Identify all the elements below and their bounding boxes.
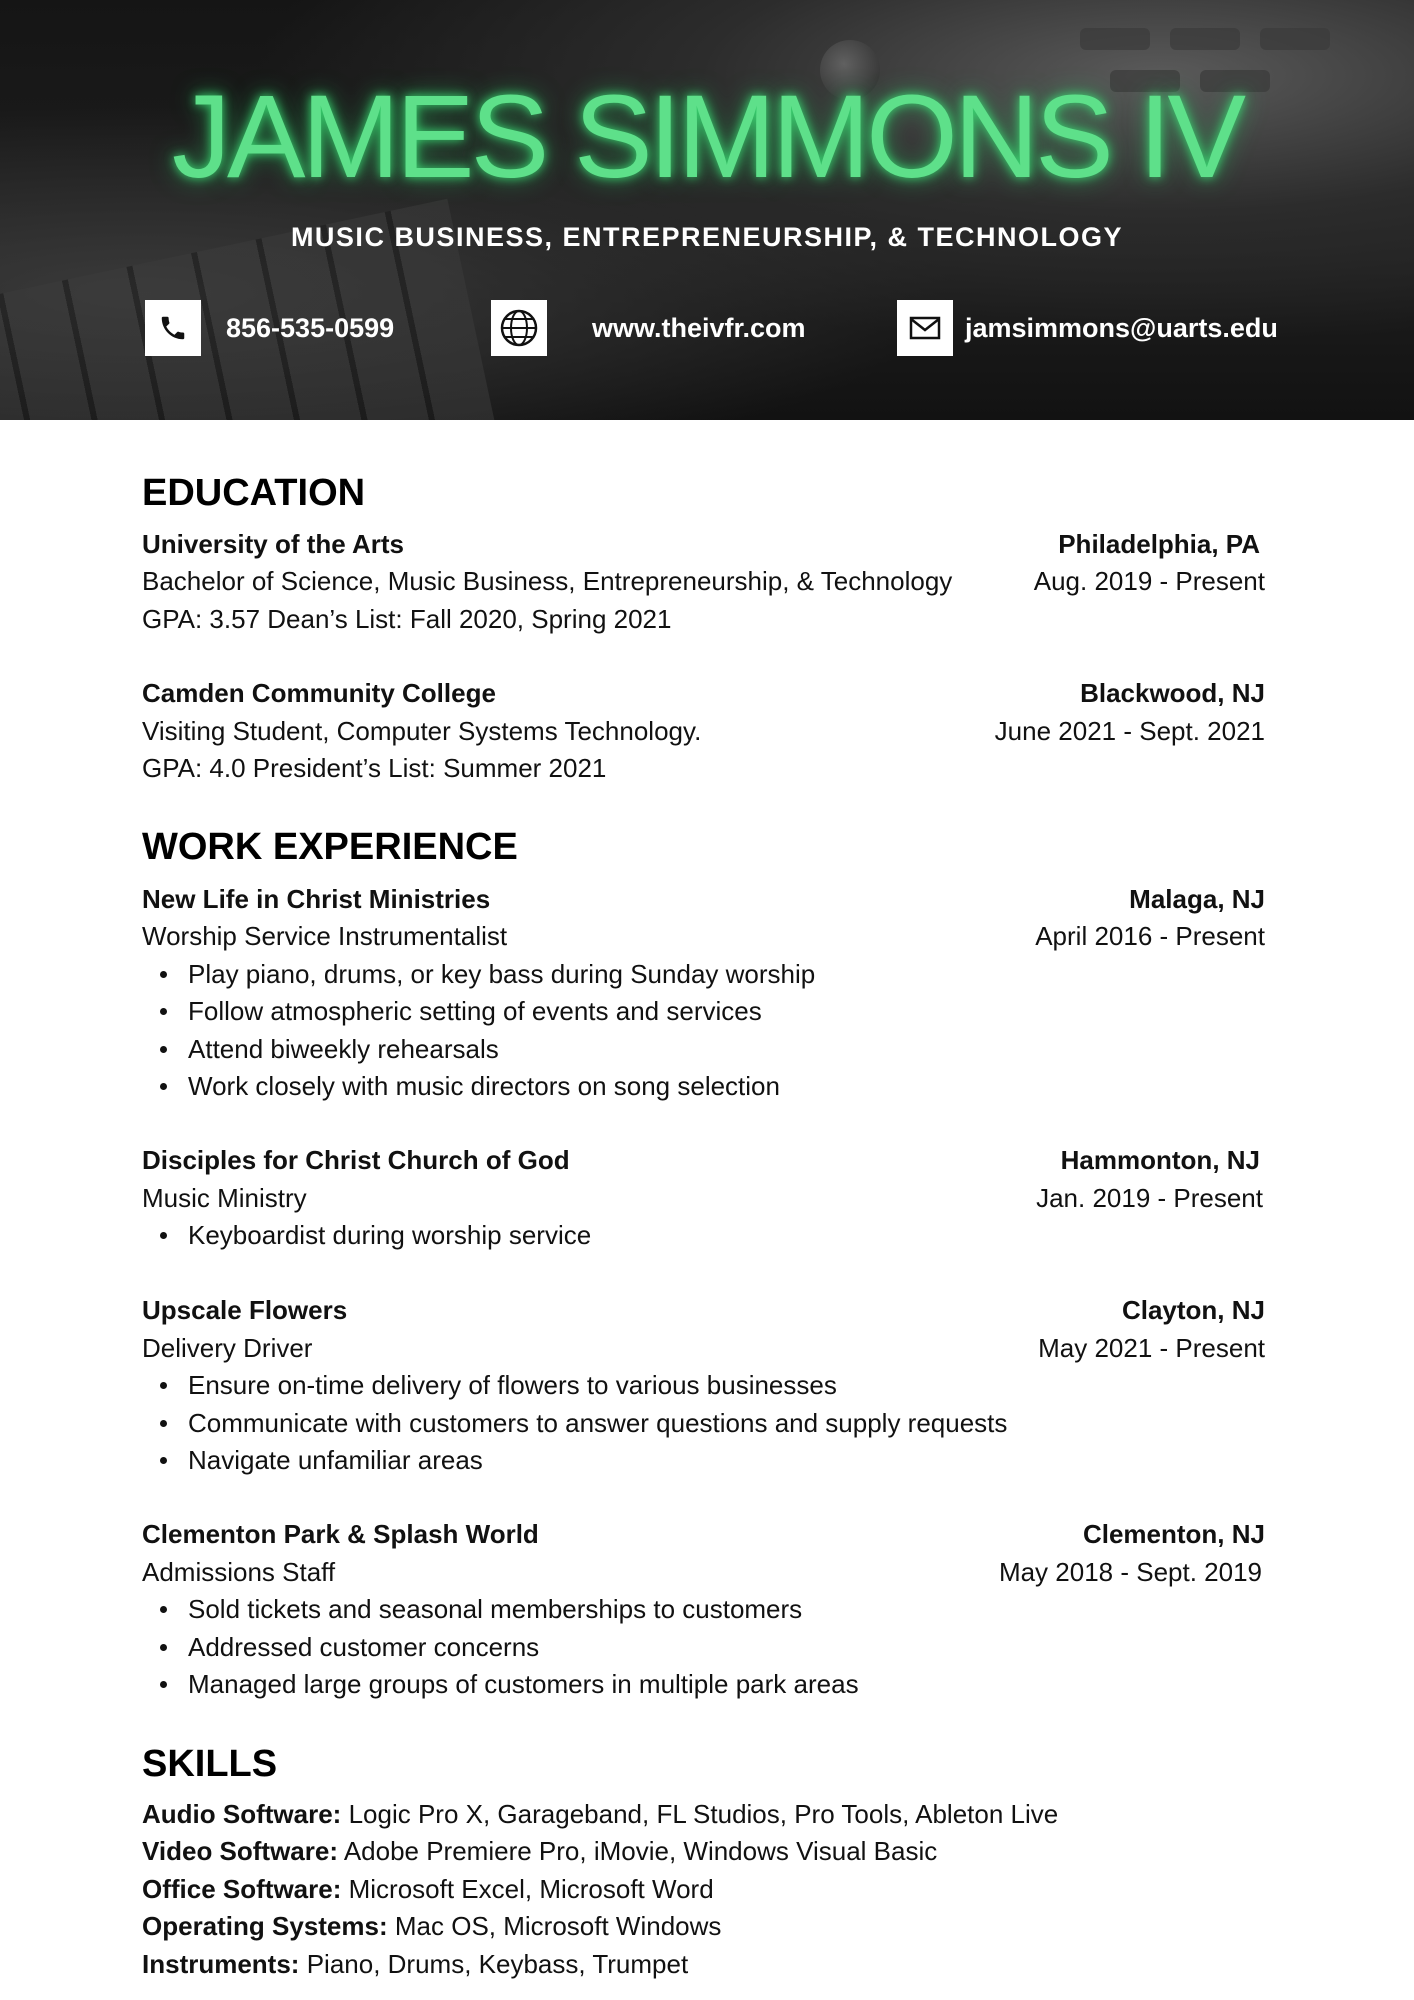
email-icon: [897, 300, 953, 356]
job-bullet: Addressed customer concerns: [188, 1629, 539, 1665]
skill-video: [142, 1833, 937, 1869]
job-3-role: [142, 1330, 1265, 1366]
job-bullet: Play piano, drums, or key bass during Sunday worship: [188, 956, 815, 992]
contact-website[interactable]: [491, 300, 806, 356]
education-entry-2-degree: [142, 713, 1265, 749]
job-dates: April 2016 - Present: [1035, 921, 1265, 951]
job-bullet: Navigate unfamiliar areas: [188, 1442, 483, 1478]
job-org: New Life in Christ Ministries: [142, 884, 491, 914]
skill-label: Office Software:: [142, 1874, 342, 1904]
skill-label: Video Software:: [142, 1836, 339, 1866]
education-entry-2-note: [142, 750, 1265, 786]
job-role: Delivery Driver: [142, 1333, 313, 1363]
contact-phone[interactable]: [145, 300, 394, 356]
skill-label: Instruments:: [142, 1949, 300, 1979]
pad-background: [1170, 28, 1240, 50]
skills-heading: SKILLS: [142, 1743, 278, 1785]
skill-instruments: [142, 1946, 688, 1982]
job-dates: May 2021 - Present: [1038, 1333, 1265, 1363]
skill-label: Audio Software:: [142, 1799, 342, 1829]
job-org: Disciples for Christ Church of God: [142, 1145, 570, 1175]
education-entry-1-degree: [142, 563, 1265, 599]
gpa-text: GPA: 4.0 President’s List: Summer 2021: [142, 753, 607, 783]
job-dates: Jan. 2019 - Present: [1036, 1183, 1263, 1213]
job-1-role: [142, 918, 1265, 954]
job-dates: May 2018 - Sept. 2019: [998, 1557, 1262, 1587]
school-name: University of the Arts: [142, 529, 404, 559]
job-role: Admissions Staff: [142, 1557, 336, 1587]
phone-icon: [145, 300, 201, 356]
job-bullet: Ensure on-time delivery of flowers to various businesses: [188, 1367, 837, 1403]
skill-value: Adobe Premiere Pro, iMovie, Windows Visual Basic: [343, 1836, 938, 1866]
job-bullet: Follow atmospheric setting of events and services: [188, 993, 762, 1029]
skill-os: [142, 1908, 721, 1944]
pad-background: [1080, 28, 1150, 50]
job-org: Clementon Park & Splash World: [142, 1519, 539, 1549]
education-entry-1-header: [142, 526, 1265, 562]
job-org: Upscale Flowers: [142, 1295, 348, 1325]
candidate-name: JAMES SIMMONS IV: [171, 71, 1243, 203]
skill-office: [142, 1871, 714, 1907]
education-heading: EDUCATION: [142, 472, 366, 514]
job-bullet: Managed large groups of customers in multiple park areas: [188, 1666, 859, 1702]
job-location: Clayton, NJ: [1121, 1295, 1265, 1325]
job-location: Hammonton, NJ: [1060, 1145, 1260, 1175]
skill-audio: [142, 1796, 1058, 1832]
header-banner: [0, 0, 1414, 420]
job-role: Music Ministry: [142, 1183, 307, 1213]
job-bullet: Work closely with music directors on song selection: [188, 1068, 780, 1104]
candidate-subtitle: MUSIC BUSINESS, ENTREPRENEURSHIP, & TECHNOLOGY: [290, 222, 1124, 252]
school-name: Camden Community College: [142, 678, 496, 708]
skill-value: Piano, Drums, Keybass, Trumpet: [306, 1949, 689, 1979]
job-2-role: [142, 1180, 1265, 1216]
globe-icon: [491, 300, 547, 356]
work-experience-heading: WORK EXPERIENCE: [142, 826, 518, 868]
skill-value: Logic Pro X, Garageband, FL Studios, Pro Tools, Ableton Live: [348, 1799, 1059, 1829]
email-text: jamsimmons@uarts.edu: [965, 312, 1278, 343]
pad-background: [1260, 28, 1330, 50]
degree-text: Bachelor of Science, Music Business, Entrepreneurship, & Technology: [142, 566, 953, 596]
job-location: Clementon, NJ: [1082, 1519, 1265, 1549]
job-4-role: [142, 1554, 1265, 1590]
job-bullet: Attend biweekly rehearsals: [188, 1031, 499, 1067]
school-location: Philadelphia, PA: [1058, 529, 1260, 559]
skill-value: Mac OS, Microsoft Windows: [394, 1911, 722, 1941]
degree-dates: Aug. 2019 - Present: [1033, 566, 1265, 596]
job-2-header: [142, 1142, 1265, 1178]
education-entry-2-header: [142, 675, 1265, 711]
job-bullet: Sold tickets and seasonal memberships to customers: [188, 1591, 802, 1627]
job-4-header: [142, 1516, 1265, 1552]
phone-text: 856-535-0599: [226, 312, 395, 343]
skill-value: Microsoft Excel, Microsoft Word: [348, 1874, 714, 1904]
job-role: Worship Service Instrumentalist: [142, 921, 508, 951]
gpa-text: GPA: 3.57 Dean’s List: Fall 2020, Spring 2021: [142, 604, 672, 634]
job-bullet: Keyboardist during worship service: [188, 1217, 591, 1253]
degree-text: Visiting Student, Computer Systems Technology.: [142, 716, 702, 746]
contact-email[interactable]: [897, 300, 1278, 356]
job-bullet: Communicate with customers to answer questions and supply requests: [188, 1405, 1007, 1441]
degree-dates: June 2021 - Sept. 2021: [994, 716, 1265, 746]
job-1-header: [142, 881, 1265, 917]
education-entry-1-note: [142, 601, 1265, 637]
school-location: Blackwood, NJ: [1080, 678, 1265, 708]
job-3-header: [142, 1292, 1265, 1328]
skill-label: Operating Systems:: [142, 1911, 388, 1941]
job-location: Malaga, NJ: [1129, 884, 1265, 914]
website-text: www.theivfr.com: [592, 312, 806, 343]
